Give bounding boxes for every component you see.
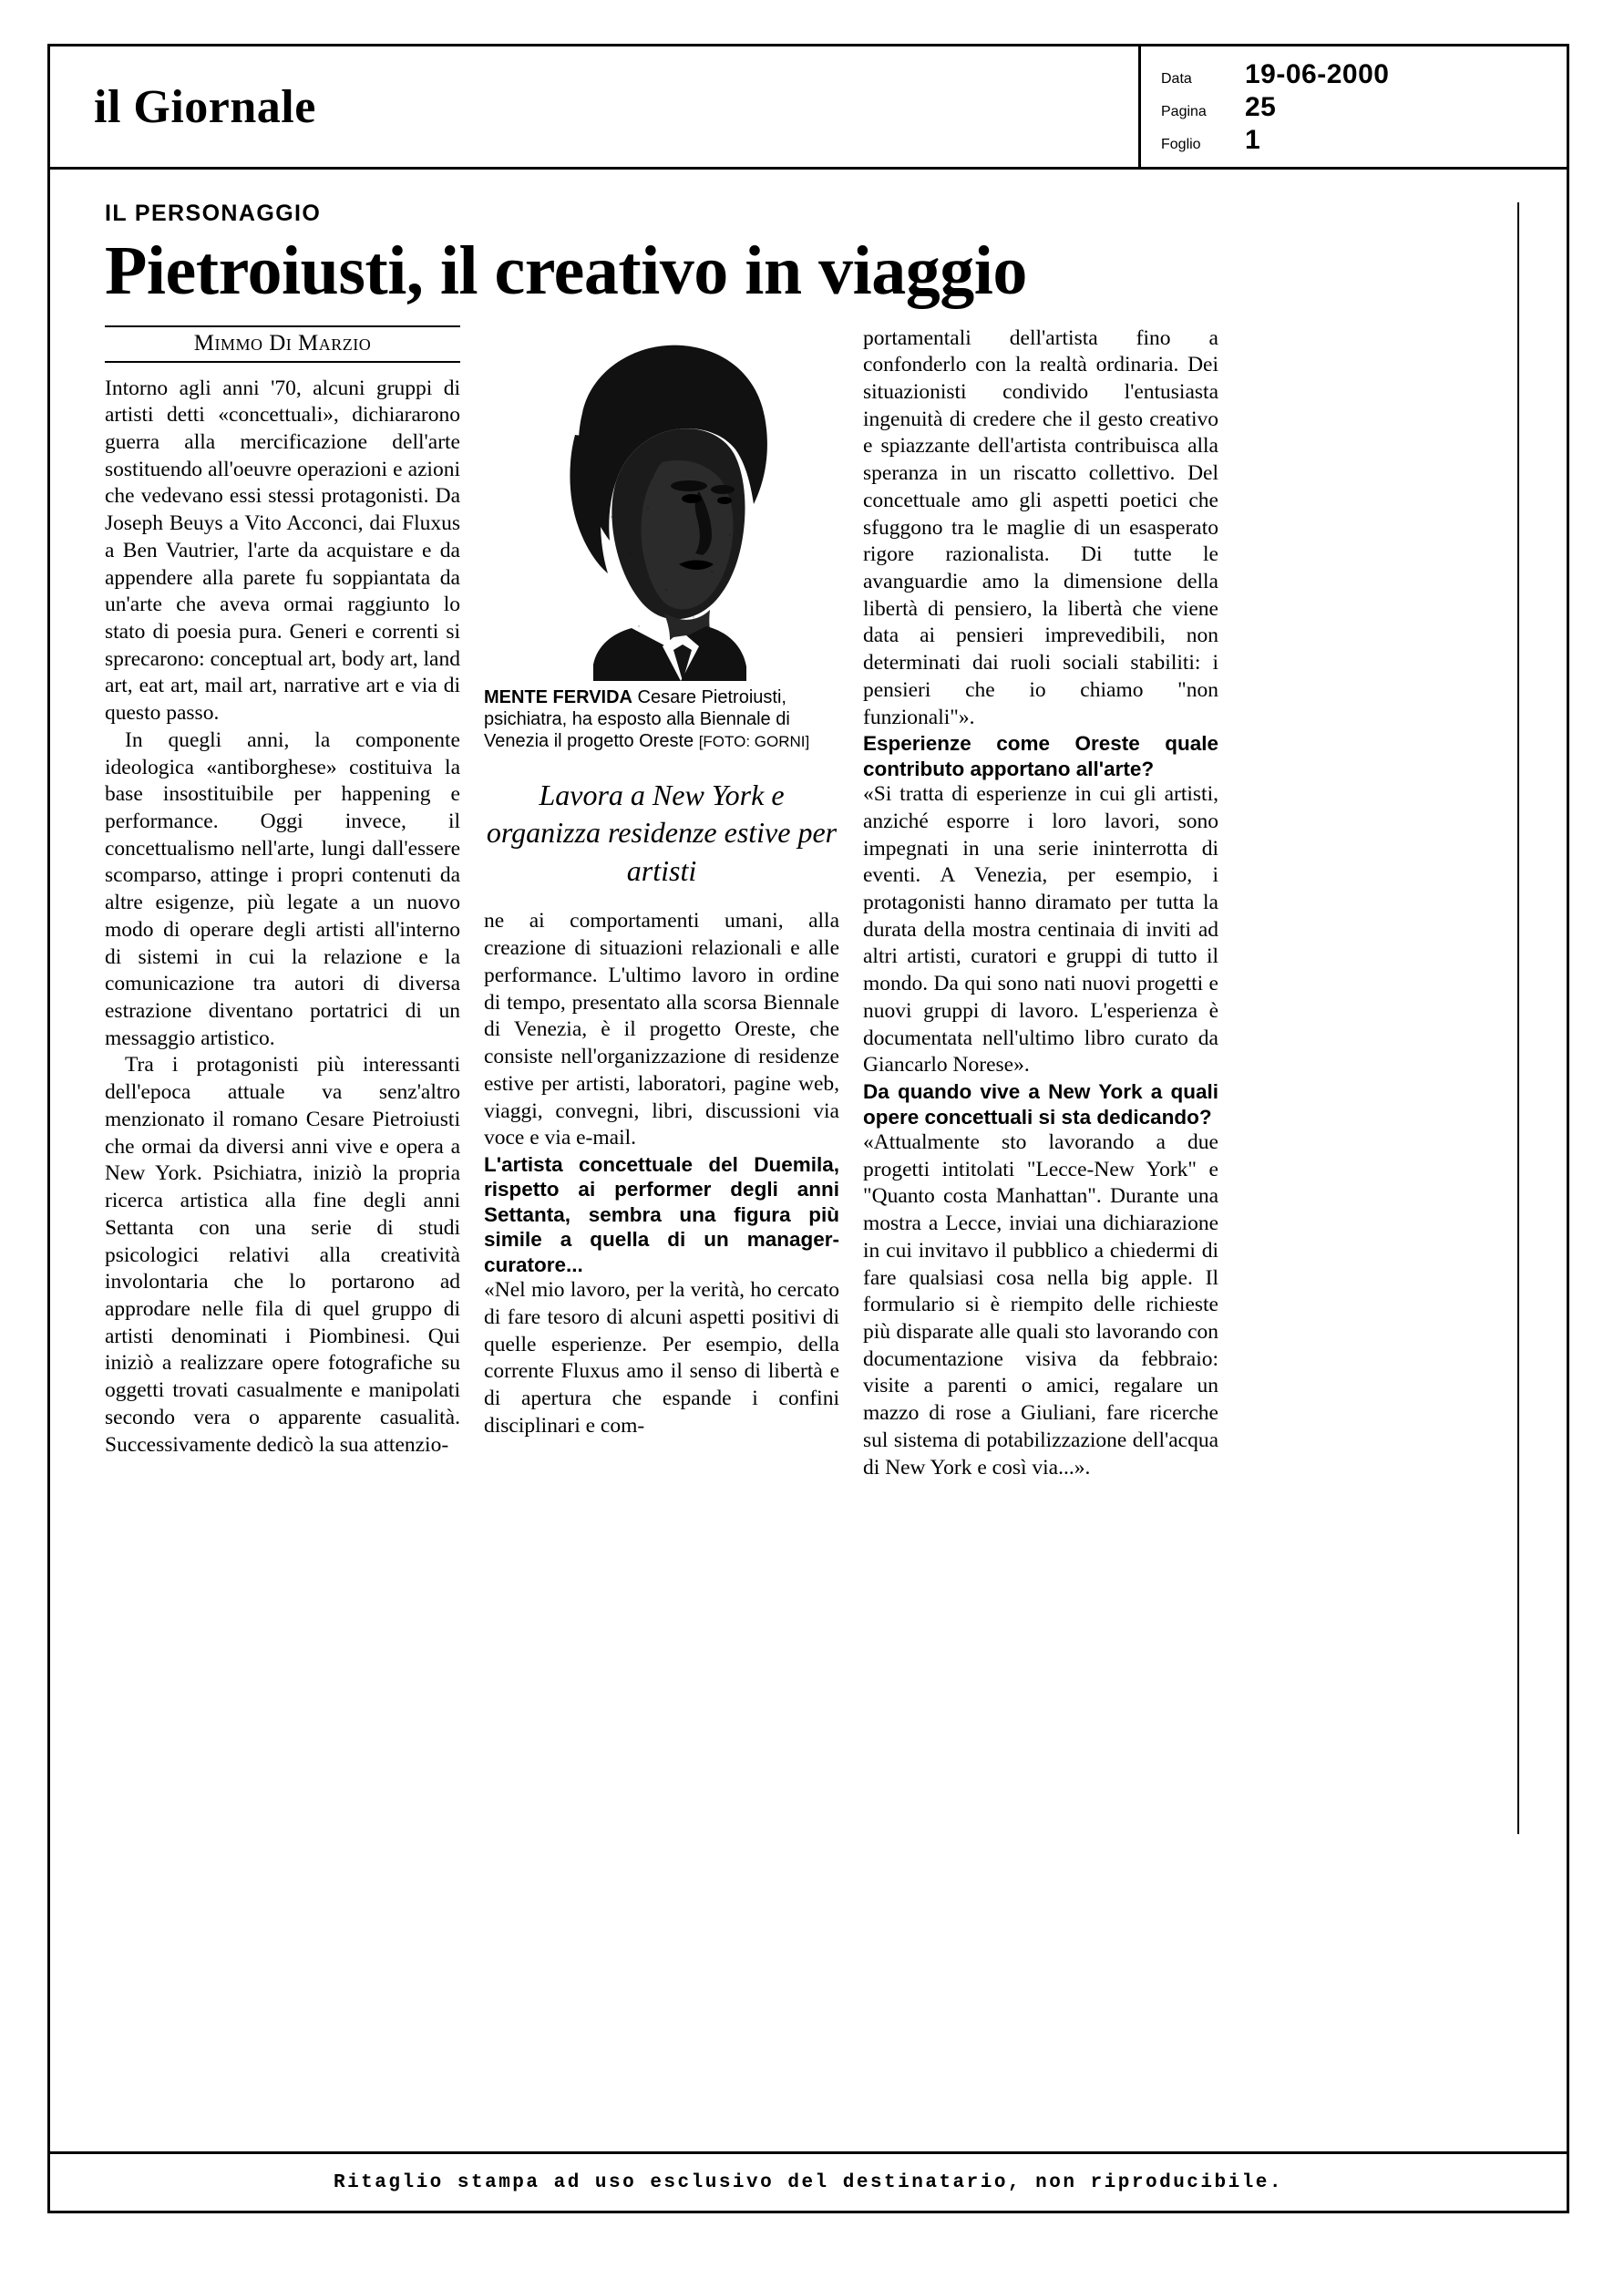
photo-caption <box>484 686 839 753</box>
article-headline: Pietroiusti, il creativo in viaggio <box>105 232 1027 309</box>
masthead <box>50 46 1567 170</box>
metadata-value-pagina: 25 <box>1245 92 1277 122</box>
footer-notice: Ritaglio stampa ad uso esclusivo del destinatario, non riproducibile. <box>333 2171 1284 2193</box>
clipping-frame <box>47 44 1569 2213</box>
metadata-value-data: 19-06-2000 <box>1245 59 1390 89</box>
masthead-logo-area <box>50 46 1138 167</box>
article <box>50 170 1567 1481</box>
paragraph: «Si tratta di esperienze in cui gli artisti, anziché esporre i loro lavori, sono impegnati in una serie ininterrotta di eventi. A Venezia, per esempio, i protagonisti hanno diramato per tutta la durata della mostra centinaia di inviti ad altri artisti, curatori e gruppi di tutto il mondo. Da qui sono nati nuovi progetti e nuovi gruppi di lavoro. L'esperienza è documentata nell'ultimo libro curato da Giancarlo Norese». <box>863 782 1218 1078</box>
paragraph: Tra i protagonisti più interessanti dell'epoca attuale va senz'altro menzionato il romano Cesare Pietroiusti che ormai da diversi anni vive e opera a New York. Psichiatra, iniziò la propria ricerca artistica alla fine degli anni Settanta con una serie di studi psicologici relativi alla creatività involontaria che lo portarono ad approdare nelle fila di quel gruppo di artisti denominati i Piombinesi. Qui iniziò a realizzare opere fotografiche su oggetti trovati casualmente e manipolati secondo vera o apparente casualità. Successivamente dedicò la sua attenzio- <box>105 1053 460 1457</box>
metadata-value-foglio: 1 <box>1245 125 1261 155</box>
paragraph: «Attualmente sto lavorando a due progetti intitolati "Lecce-New York" e "Quanto costa Manhattan". Durante una mostra a Lecce, inviai una dichiarazione in cui invitavo il pubblico a chiedermi di fare qualsiasi cosa nella big apple. Il formulario si è riempito delle richieste più disparate alle quali sto lavorando con documentazione visiva da febbraio: visite a parenti o amici, regalare un mazzo di rose a Giuliani, fare ricerche sul sistema di potabilizzazione dell'acqua di New York e così via...». <box>863 1129 1218 1480</box>
article-columns <box>105 325 1408 1482</box>
article-column-2 <box>484 325 839 1482</box>
paragraph: portamentali dell'artista fino a confonderlo con la realtà ordinaria. Dei situazionisti condivido l'entusiasta ingenuità di credere che il gesto creativo e spiazzante dell'artista contribuisca alla speranza in un riscatto collettivo. Del concettuale amo gli aspetti poetici che sfuggono tra le maglie di un esasperato rigore razionalista. Di tutte le avanguardie amo la dimensione della libertà di pensiero, la libertà che viene data ai pensieri imprevedibili, non determinati dai ruoli sociali stabiliti: i pensieri che io chiamo "non funzionali"». <box>863 325 1218 729</box>
photo-caption-text: Cesare Pietroiusti, psichiatra, ha esposto alla Biennale di Venezia il progetto Oreste <box>484 686 790 752</box>
article-kicker: IL PERSONAGGIO <box>105 201 322 226</box>
publication-title: il Giornale <box>94 80 316 133</box>
article-column-1 <box>105 325 460 1482</box>
portrait-photo <box>484 325 839 681</box>
metadata-label-data: Data <box>1161 71 1192 87</box>
photo-caption-lead: MENTE FERVIDA <box>484 686 632 707</box>
metadata-row-foglio <box>1161 125 1567 158</box>
metadata-row-data <box>1161 59 1567 92</box>
interview-question: Da quando vive a New York a quali opere concettuali si sta dedicando? <box>863 1080 1218 1129</box>
column-divider-rule <box>1517 202 1519 1834</box>
paragraph: Intorno agli anni '70, alcuni gruppi di artisti detti «concettuali», dichiararono guerra alla mercificazione dell'arte sostituendo all'oeuvre operazioni e azioni che vedevano essi stessi protagonisti. Da Joseph Beuys a Vito Acconci, dai Fluxus a Ben Vautrier, l'arte da acquistare e da appendere alla parete fu soppiantata da un'arte che aveva ormai raggiunto lo stato di poesia pura. Generi e correnti si sprecarono: conceptual art, body art, land art, eat art, mail art, narrative art e via di questo passo. <box>105 376 460 726</box>
article-byline: Mimmo Di Marzio <box>105 325 460 363</box>
metadata-label-foglio: Foglio <box>1161 137 1201 152</box>
interview-question: Esperienze come Oreste quale contributo apportano all'arte? <box>863 732 1218 780</box>
clipping-metadata <box>1138 46 1567 167</box>
article-column-3 <box>863 325 1218 1482</box>
photo-credit: [FOTO: GORNI] <box>698 733 810 751</box>
metadata-label-pagina: Pagina <box>1161 104 1207 119</box>
footer-notice-bar <box>50 2151 1567 2211</box>
paragraph: In quegli anni, la componente ideologica «antiborghese» costituiva la base insostituibile per happening e performance. Oggi invece, il concettualismo nell'arte, lungi dall'essere scomparso, attinge i propri contenuti da altre esigenze, più legate a un nuovo modo di operare degli artisti all'interno di sistemi in cui la relazione e la comunicazione tra autori di diversa estrazione diventano portatrici di un messaggio artistico. <box>105 727 460 1050</box>
metadata-row-pagina <box>1161 92 1567 125</box>
paragraph: «Nel mio lavoro, per la verità, ho cercato di fare tesoro di alcuni aspetti positivi di quelle esperienze. Per esempio, della corrente Fluxus amo il senso di libertà e di apertura che espande i confini disciplinari e com- <box>484 1278 839 1438</box>
article-photo-block <box>484 325 839 753</box>
pull-quote: Lavora a New York e organizza residenze estive per artisti <box>486 778 838 887</box>
paragraph: ne ai comportamenti umani, alla creazione di situazioni relazionali e alle performance. L'ultimo lavoro in ordine di tempo, presentato alla scorsa Biennale di Venezia, è il progetto Oreste, che consiste nell'organizzazione di residenze estive per artisti, laboratori, pagine web, viaggi, convegni, libri, discussioni via voce e via e-mail. <box>484 909 839 1150</box>
interview-question: L'artista concettuale del Duemila, rispetto ai performer degli anni Settanta, sembra una figura più simile a quella di un manager-curatore... <box>484 1152 839 1276</box>
